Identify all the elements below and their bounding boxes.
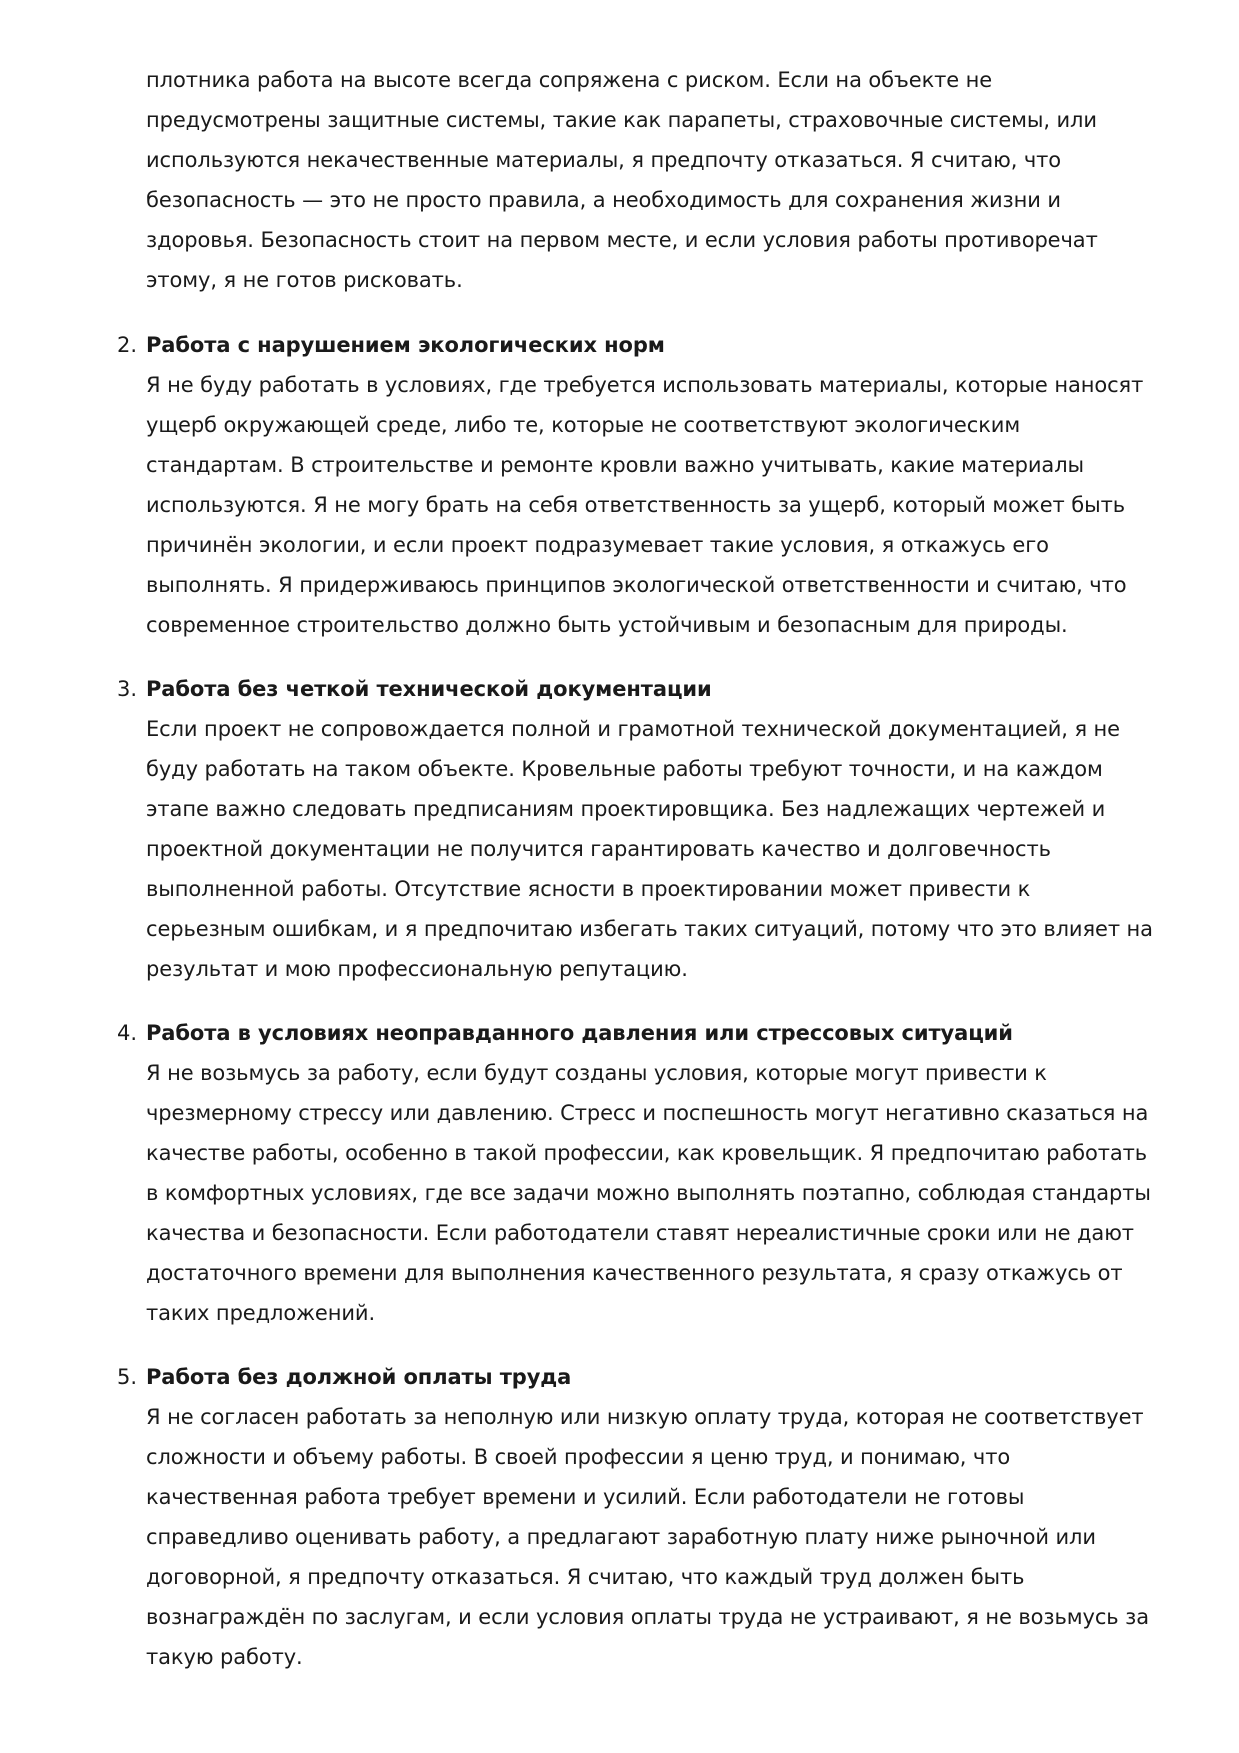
list-item-heading: Работа в условиях неоправданного давления или стрессовых ситуаций xyxy=(146,1021,1013,1045)
list-item-text: Я не согласен работать за неполную или низкую оплату труда, которая не соответствует сложности и объему работы. В своей профессии я ценю труд, и понимаю, что качественная работа требует времени и усилий. Если работодатели не готовы справедливо оценивать работу, а предлагают заработную плату ниже рыночной или договорной, я предпочту отказаться. Я считаю, что каждый труд должен быть вознаграждён по заслугам, и если условия оплаты труда не устраивают, я не возьмусь за такую работу. xyxy=(146,1405,1149,1669)
list-item-body xyxy=(146,1357,1156,1677)
list-item-number: 2. xyxy=(117,333,138,357)
list-item-body xyxy=(146,669,1156,989)
list-item-text: Я не буду работать в условиях, где требуется использовать материалы, которые наносят ущерб окружающей среде, либо те, которые не соответствуют экологическим стандартам. В строительстве и ремонте кровли важно учитывать, какие материалы используются. Я не могу брать на себя ответственность за ущерб, который может быть причинён экологии, и если проект подразумевает такие условия, я откажусь его выполнять. Я придерживаюсь принципов экологической ответственности и считаю, что современное строительство должно быть устойчивым и безопасным для природы. xyxy=(146,373,1144,637)
list-item-heading: Работа с нарушением экологических норм xyxy=(146,333,665,357)
list-item-number: 4. xyxy=(117,1021,138,1045)
intro-paragraph: плотника работа на высоте всегда сопряжена с риском. Если на объекте не предусмотрены защитные системы, такие как парапеты, страховочные системы, или используются некачественные материалы, я предпочту отказаться. Я считаю, что безопасность — это не просто правила, а необходимость для сохранения жизни и здоровья. Безопасность стоит на первом месте, и если условия работы противоречат этому, я не готов рисковать. xyxy=(146,68,1098,292)
list-item-heading: Работа без четкой технической документации xyxy=(146,677,712,701)
list-item-heading: Работа без должной оплаты труда xyxy=(146,1365,572,1389)
list-item-number: 5. xyxy=(117,1365,138,1389)
list-item-body xyxy=(146,1013,1156,1333)
list-item-text: Я не возьмусь за работу, если будут созданы условия, которые могут привести к чрезмерному стрессу или давлению. Стресс и поспешность могут негативно сказаться на качестве работы, особенно в такой профессии, как кровельщик. Я предпочитаю работать в комфортных условиях, где все задачи можно выполнять поэтапно, соблюдая стандарты качества и безопасности. Если работодатели ставят нереалистичные сроки или не дают достаточного времени для выполнения качественного результата, я сразу откажусь от таких предложений. xyxy=(146,1061,1151,1325)
list-item-body xyxy=(146,325,1156,645)
list-item-number: 3. xyxy=(117,677,138,701)
list-item-text: Если проект не сопровождается полной и грамотной технической документацией, я не буду работать на таком объекте. Кровельные работы требуют точности, и на каждом этапе важно следовать предписаниям проектировщика. Без надлежащих чертежей и проектной документации не получится гарантировать качество и долговечность выполненной работы. Отсутствие ясности в проектировании может привести к серьезным ошибкам, и я предпочитаю избегать таких ситуаций, потому что это влияет на результат и мою профессиональную репутацию. xyxy=(146,717,1153,981)
